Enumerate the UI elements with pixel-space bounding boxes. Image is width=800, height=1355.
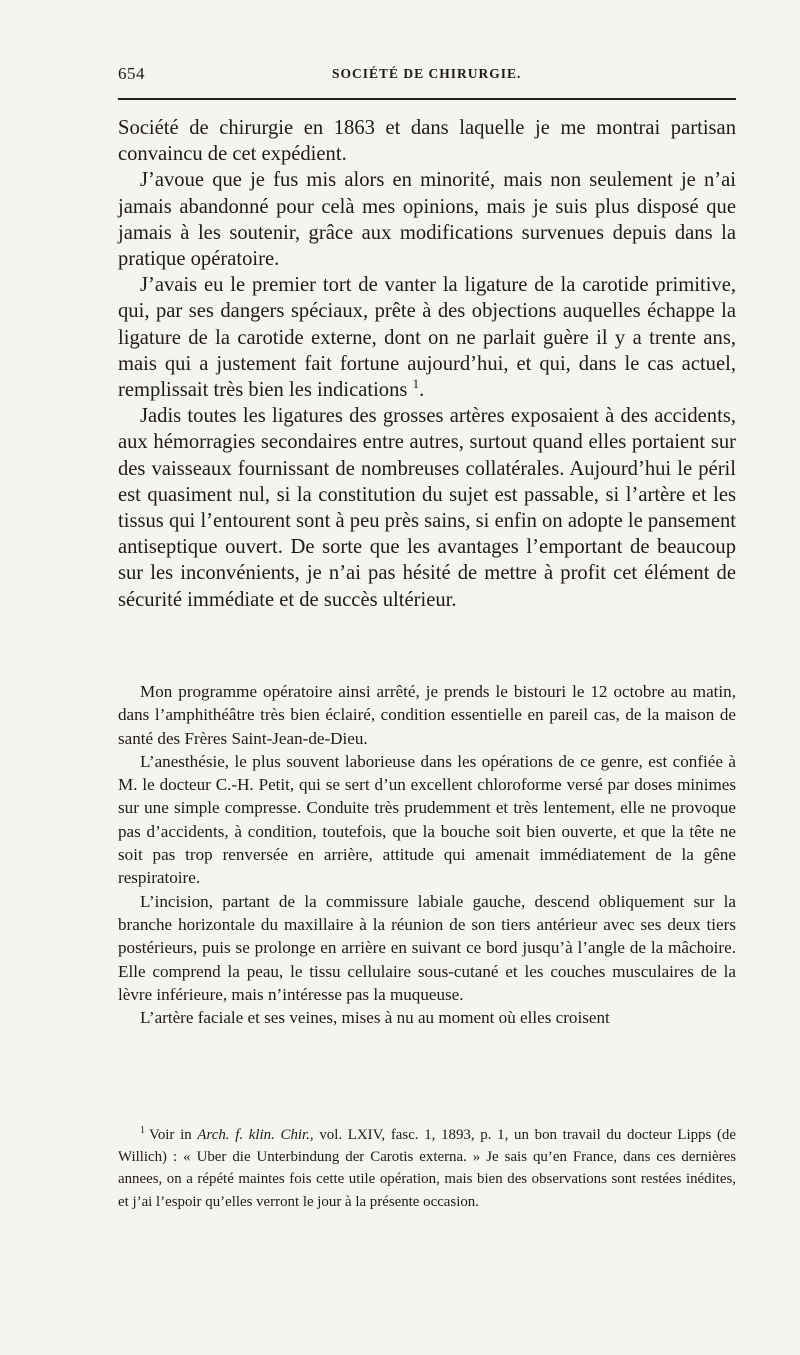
footnote-reference-suffix: . xyxy=(419,379,425,402)
paragraph: L’artère faciale et ses veines, mises à nu au moment où elles croisent xyxy=(140,1008,610,1028)
main-text xyxy=(118,115,736,613)
footnote-journal-title: Arch. f. klin. Chir. xyxy=(197,1127,310,1143)
paragraph: Société de chirurgie en 1863 et dans laquelle je me montrai partisan convaincu de cet expédient. xyxy=(118,117,736,166)
footnote-pre: Voir in xyxy=(149,1127,192,1143)
footnotes xyxy=(118,1124,736,1213)
paragraph: J’avoue que je fus mis alors en minorité, mais non seulement je n’ai jamais abandonné pour celà mes opinions, mais je suis plus disposé que jamais à les soutenir, grâce aux modifications survenues depuis dans la pratique opératoire. xyxy=(118,169,736,271)
page-number: 654 xyxy=(118,64,145,83)
paragraph: Mon programme opératoire ainsi arrêté, je prends le bistouri le 12 octobre au matin, dans l’amphithéâtre très bien éclairé, condition essentielle en pareil cas, de la maison de santé des Frères Saint-Jean-de-Dieu. xyxy=(118,682,736,748)
paragraph: L’incision, partant de la commissure labiale gauche, descend obliquement sur la branche horizontale du maxillaire à la réunion de son tiers antérieur avec ses deux tiers postérieurs, puis se prolonge en arrière en suivant ce bord jusqu’à l’angle de la mâchoire. Elle comprend la peau, le tissu cellulaire sous-cutané et les couches musculaires de la lèvre inférieure, mais n’intéresse pas la muqueuse. xyxy=(118,891,736,1004)
paragraph xyxy=(118,272,736,403)
footnote-mark: 1 xyxy=(140,1125,145,1137)
footnote-reference[interactable]: 1 xyxy=(412,376,420,392)
footnote xyxy=(118,1124,736,1213)
paragraph-text: J’avais eu le premier tort de vanter la ligature de la carotide primitive, qui, par ses dangers spéciaux, prête à des objections auquelles échappe la ligature de la carotide externe, dont on ne parlait guère il y a trente ans, mais qui a justement fait fortune aujourd’hui, et qui, dans le cas actuel, remplissait très bien les indications xyxy=(118,274,736,402)
paragraph: L’anesthésie, le plus souvent laborieuse dans les opérations de ce genre, est confiée à M. le docteur C.-H. Petit, qui se sert d’un excellent chloroforme versé par doses minimes sur une simple compresse. Conduite très prudemment et très lentement, elle ne provoque pas d’accidents, à condition, toutefois, que la bouche soit bien ouverte, et que la tête ne soit pas trop renversée en arrière, attitude qui amenait immédiatement de la gêne respiratoire. xyxy=(118,751,736,888)
header-rule xyxy=(118,98,736,100)
paragraph: Jadis toutes les ligatures des grosses artères exposaient à des accidents, aux hémorragies secondaires entre autres, surtout quand elles portaient sur des vaisseaux fournissant de nombreuses collatérales. Aujourd’hui le péril est quasiment nul, si la constitution du sujet est passable, si l’artère et les tissus qui l’entourent sont à peu près sains, si enfin on adopte le pansement antiseptique ouvert. De sorte que les avantages l’emportant de beaucoup sur les inconvénients, je n’ai pas hésité de mettre à profit cet élément de sécurité immédiate et de succès ultérieur. xyxy=(118,405,736,611)
footnote-rest: , vol. LXIV, fasc. 1, 1893, p. 1, un bon travail du docteur Lipps (de Willich) : « Uber die Unterbindung der Carotis externa. » Je sais qu’en France, dans ces dernières annees, on a répété maintes fois cette utile opération, mais bien des observations sont restées inédites, et j’ai l’espoir qu’elles verront le jour à la présente occasion. xyxy=(118,1127,736,1210)
running-head xyxy=(118,64,736,84)
running-title: SOCIÉTÉ DE CHIRURGIE. xyxy=(332,66,522,81)
small-print-text xyxy=(118,680,736,1029)
